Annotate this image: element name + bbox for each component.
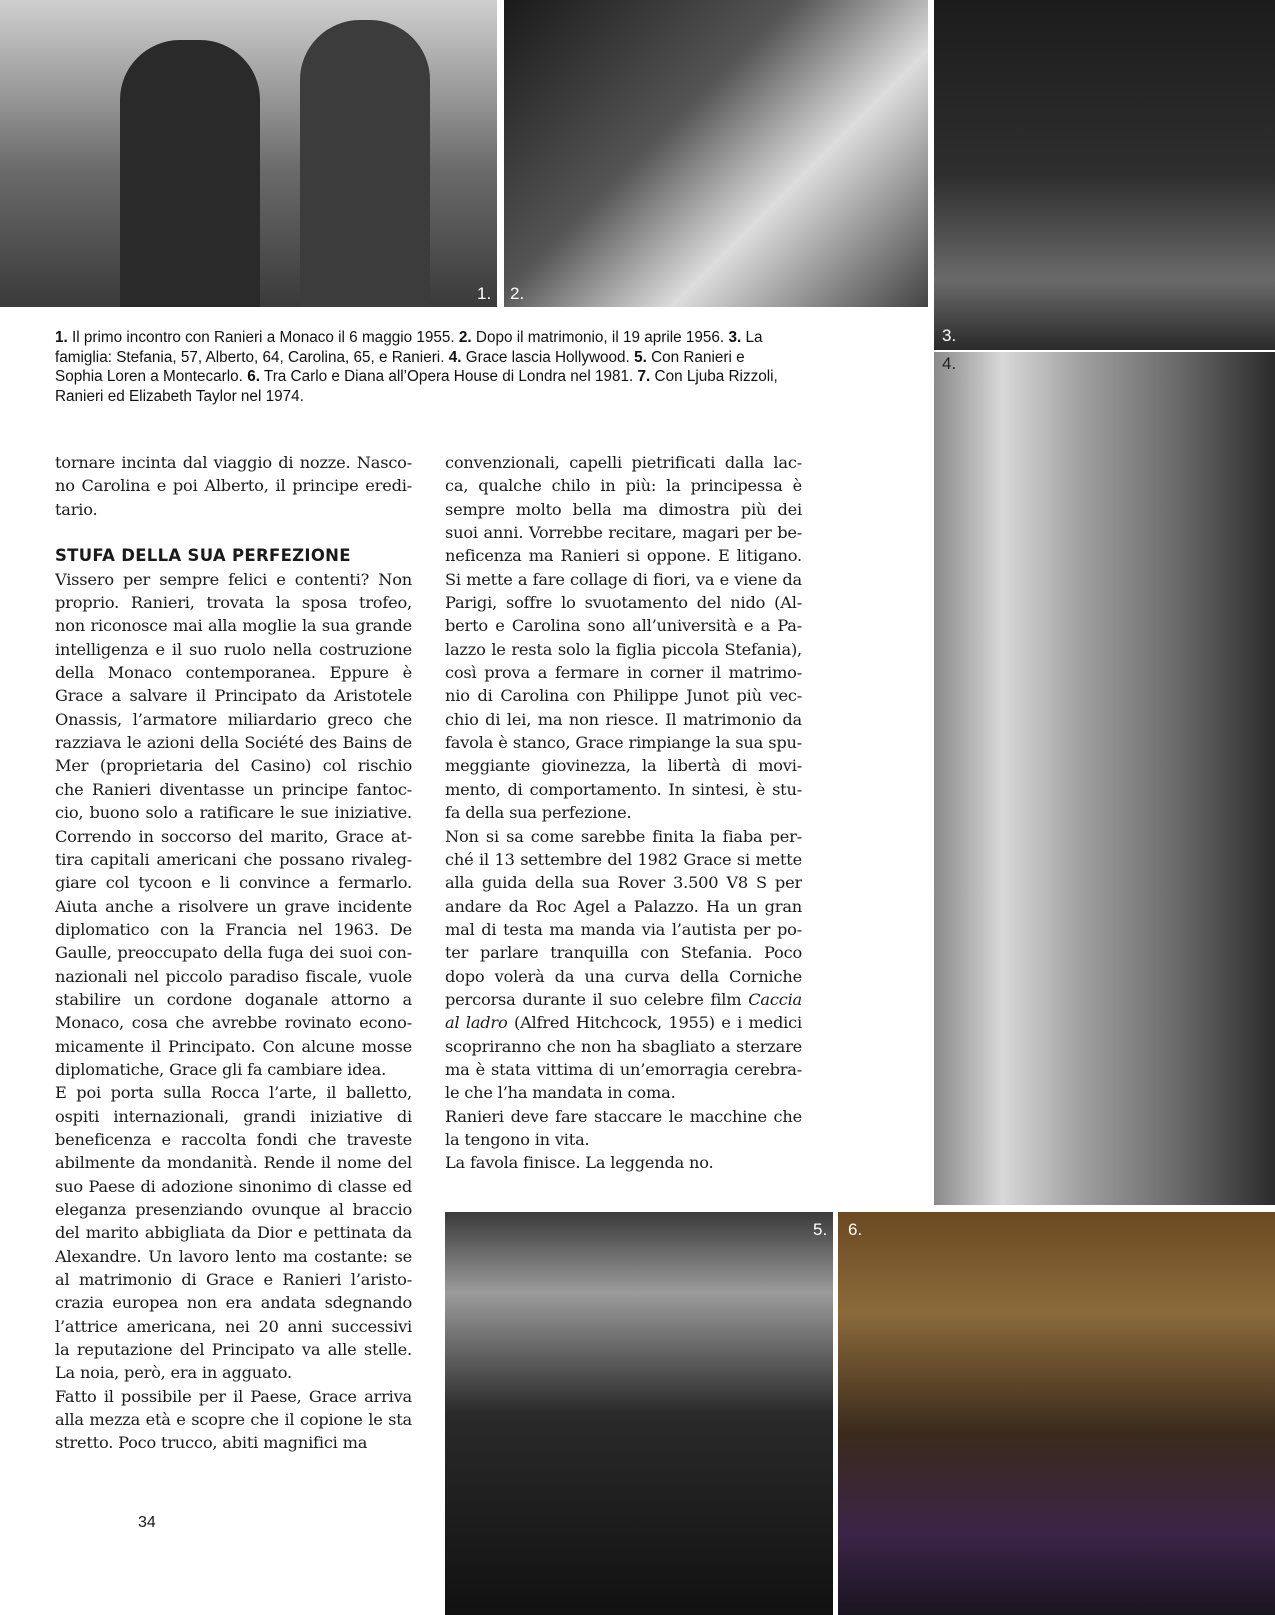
- text-line: abilmente da mondanità. Rende il nome del: [55, 1153, 412, 1173]
- caption-number: 4.: [448, 348, 462, 366]
- text-line: sempre molto bella ma dimostra più dei: [445, 499, 802, 519]
- photo-carlo-diana: [838, 1212, 1275, 1615]
- text-line: eleganza presenziando ovunque al braccio: [55, 1200, 412, 1219]
- caption-number: 5.: [634, 348, 647, 366]
- text-line: E poi porta sulla Rocca l’arte, il balletto,: [55, 1083, 412, 1103]
- text-line: andare da Roc Agel a Palazzo. Ha un gran: [445, 896, 802, 916]
- text-line: stabilire un cordone doganale attorno a: [55, 989, 412, 1009]
- text-line: chio di lei, ma non riesce. Il matrimonio da: [445, 709, 802, 729]
- text-line: tornare incinta dal viaggio di nozze. Nasco-: [55, 453, 412, 472]
- text-line: suoi anni. Vorrebbe recitare, magari per be-: [445, 523, 802, 543]
- text-line: Non si sa come sarebbe finita la fiaba per-: [445, 826, 802, 846]
- photo-label: 3.: [942, 326, 957, 345]
- text-line: ter parlare tranquilla con Stefania. Poco: [445, 943, 802, 963]
- text-line: non riconosce mai alla moglie la sua grande: [55, 616, 412, 636]
- photo-label: 6.: [848, 1220, 863, 1239]
- text-line: le che l’ha mandata in coma.: [445, 1083, 676, 1103]
- photo-label: 1.: [477, 284, 492, 303]
- text-line: razziava le azioni della Société des Bains de: [55, 733, 412, 753]
- photo-figure: [120, 40, 260, 307]
- text-line: diplomatiche, Grace gli fa cambiare idea.: [55, 1059, 387, 1079]
- caption-text: La famiglia: Stefania, 57, Alberto, 64, Carolina, 65, e Ranieri.: [55, 329, 763, 366]
- text-line: la tengono in vita.: [445, 1129, 590, 1149]
- photo-label: 4.: [942, 354, 957, 373]
- text-line: ma è stata vittima di un’emorragia cerebra-: [445, 1059, 802, 1079]
- text-line: micamente il Principato. Con alcune mosse: [55, 1036, 412, 1056]
- text-line: Vissero per sempre felici e contenti? Non: [55, 569, 412, 589]
- text-line: alla mezza età e scopre che il copione le sta: [55, 1410, 412, 1430]
- text-line: giare col tycoon e li convince a fermarlo.: [55, 873, 412, 893]
- spacer: [55, 521, 412, 544]
- text-line: ché il 13 settembre del 1982 Grace si mette: [445, 849, 802, 869]
- photo-caption: [55, 328, 795, 406]
- text-line: Ranieri deve fare staccare le macchine che: [445, 1106, 802, 1126]
- caption-number: 1.: [55, 329, 68, 346]
- text-line: dopo volerà da una curva della Corniche: [445, 966, 802, 986]
- text-line: ospiti internazionali, grandi iniziative di: [55, 1106, 412, 1126]
- text-line: percorsa durante il suo celebre film Caccia: [445, 989, 802, 1009]
- text-line: crazia europea non era andata sdegnando: [55, 1293, 412, 1313]
- text-line: Mer (proprietaria del Casino) col rischio: [55, 756, 412, 776]
- text-line: alla guida della sua Rover 3.500 V8 S per: [445, 873, 802, 893]
- text-line: Grace a salvare il Principato da Aristotele: [55, 686, 412, 706]
- text-line: Onassis, l’armatore miliardario greco che: [55, 709, 412, 729]
- caption-text: Con Ljuba Rizzoli, Ranieri ed Elizabeth Taylor nel 1974.: [55, 368, 778, 405]
- photo-label: 5.: [813, 1220, 828, 1239]
- text-line: fa della sua perfezione.: [445, 803, 632, 823]
- text-line: Alexandre. Un lavoro lento ma costante: se: [55, 1246, 412, 1266]
- text-line: scopriranno che non ha sbagliato a sterzare: [445, 1036, 802, 1056]
- text-line: cio, buono solo a ratificare le sue iniziative.: [55, 803, 412, 823]
- text-line: stretto. Poco trucco, abiti magnifici ma: [55, 1433, 368, 1453]
- text-line: Monaco, cosa che avrebbe rovinato econo-: [55, 1013, 412, 1033]
- caption-number: 3.: [728, 329, 742, 346]
- text-line: che Ranieri diventasse un principe fantoc-: [55, 779, 412, 799]
- caption-number: 2.: [458, 329, 472, 346]
- text-line: al ladro (Alfred Hitchcock, 1955) e i medici: [445, 1013, 802, 1033]
- text-line: ca, qualche chilo in più: la principessa è: [445, 476, 802, 496]
- text-line: del marito abbigliata da Dior e pettinata da: [55, 1223, 412, 1243]
- text-line: la reputazione del Principato va alle stelle.: [55, 1340, 412, 1360]
- text-line: meggiante giovinezza, la libertà di movi-: [445, 756, 802, 776]
- text-line: lazzo le resta solo la figlia piccola Stefania),: [445, 639, 802, 659]
- text-line: tario.: [55, 499, 98, 519]
- text-line: mal di testa ma manda via l’autista per po-: [445, 919, 802, 939]
- text-line: beneficenza e raccolta fondi che traveste: [55, 1129, 412, 1149]
- text-line: no Carolina e poi Alberto, il principe eredi-: [55, 476, 412, 496]
- text-line: mento, di comportamento. In sintesi, è stu-: [445, 779, 802, 799]
- photo-sophia-loren: [445, 1212, 833, 1615]
- caption-number: 7.: [637, 368, 651, 385]
- text-line: al matrimonio di Grace e Ranieri l’aristo-: [55, 1270, 412, 1290]
- text-line: La favola finisce. La leggenda no.: [445, 1153, 714, 1173]
- text-line: berto e Carolina sono all’università e a Pa-: [445, 616, 802, 636]
- text-line: Si mette a fare collage di fiori, va e viene da: [445, 569, 802, 589]
- text-line: proprio. Ranieri, trovata la sposa trofeo,: [55, 593, 412, 613]
- caption-number: 6.: [247, 368, 260, 385]
- text-line: della Monaco contemporanea. Eppure è: [55, 663, 412, 683]
- page-number: 34: [138, 1514, 156, 1531]
- photo-first-meeting: [0, 0, 497, 307]
- article-column-left: [55, 451, 412, 1455]
- photo-label: 2.: [510, 284, 525, 303]
- text-line: Gaulle, preoccupato della fuga dei suoi con-: [55, 943, 412, 963]
- article-column-right: [445, 451, 802, 1175]
- text-line: Parigi, soffre lo svuotamento del nido (Al-: [445, 593, 802, 613]
- text-line: diplomatico con la Francia nel 1963. De: [55, 919, 412, 939]
- caption-text: Tra Carlo e Diana all’Opera House di Londra nel 1981.: [259, 368, 638, 385]
- caption-text: Grace lascia Hollywood.: [461, 348, 635, 366]
- text-line: così prova a fermare in corner il matrimo-: [445, 663, 802, 683]
- text-line: tira capitali americani che possano rivaleg-: [55, 849, 412, 869]
- text-line: intelligenza e il suo ruolo nella costruzione: [55, 639, 412, 659]
- caption-text: Con Ranieri e Sophia Loren a Montecarlo.: [55, 348, 745, 385]
- text-line: La noia, però, era in agguato.: [55, 1363, 292, 1383]
- text-line: convenzionali, capelli pietrificati dalla lac-: [445, 453, 802, 472]
- text-line: suo Paese di adozione sinonimo di classe ed: [55, 1176, 412, 1196]
- text-line: Correndo in soccorso del marito, Grace at-: [55, 826, 412, 846]
- text-line: nazionali nel piccolo paradiso fiscale, vuole: [55, 966, 412, 986]
- text-line: neficenza ma Ranieri si oppone. E litigano.: [445, 546, 802, 566]
- photo-wedding: [504, 0, 928, 307]
- text-line: l’attrice americana, nei 20 anni successivi: [55, 1316, 412, 1336]
- caption-text: Dopo il matrimonio, il 19 aprile 1956.: [471, 329, 729, 346]
- section-heading: STUFA DELLA SUA PERFEZIONE: [55, 546, 351, 566]
- text-line: favola è stanco, Grace rimpiange la sua spu-: [445, 733, 802, 753]
- text-line: nio di Carolina con Philippe Junot più vec-: [445, 686, 802, 706]
- photo-family: [934, 0, 1275, 350]
- photo-figure: [300, 20, 430, 307]
- caption-text: Il primo incontro con Ranieri a Monaco il 6 maggio 1955.: [67, 329, 459, 346]
- text-line: Fatto il possibile per il Paese, Grace arriva: [55, 1386, 412, 1406]
- text-line: Aiuta anche a risolvere un grave incidente: [55, 896, 412, 916]
- photo-grace-leaves-hollywood: [934, 352, 1275, 1205]
